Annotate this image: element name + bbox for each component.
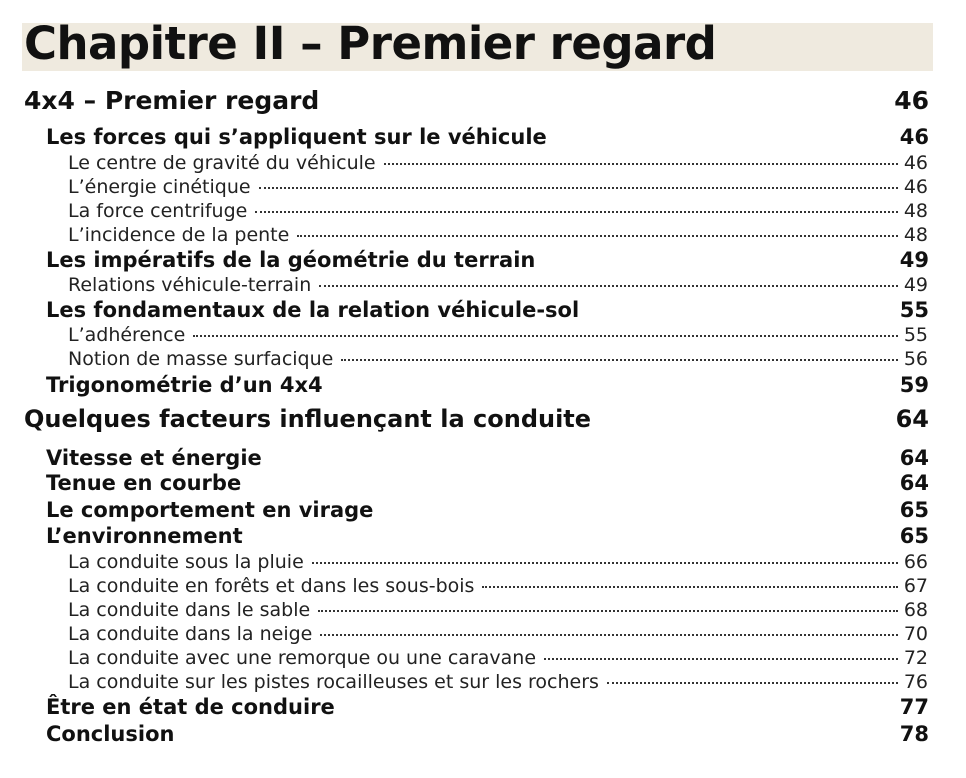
toc-subsection-fondamentaux[interactable] bbox=[46, 298, 929, 322]
toc-section-facteurs[interactable] bbox=[24, 405, 929, 433]
toc-section-4x4[interactable] bbox=[24, 86, 929, 115]
toc-page-number: 56 bbox=[903, 348, 928, 370]
toc-entry-title: Le centre de gravité du véhicule bbox=[68, 152, 376, 174]
toc-page-number: 55 bbox=[899, 298, 929, 322]
toc-page-number: 49 bbox=[899, 248, 929, 272]
toc-entry-title: L’adhérence bbox=[68, 324, 186, 346]
toc-entry-title: La conduite avec une remorque ou une caravane bbox=[68, 647, 537, 669]
toc-page-number: 78 bbox=[899, 722, 929, 746]
toc-page-number: 55 bbox=[903, 324, 928, 346]
toc-page-number: 64 bbox=[899, 471, 929, 495]
toc-item[interactable] bbox=[68, 551, 928, 573]
toc-subsection-tenue[interactable] bbox=[46, 471, 929, 495]
toc-page-number: 66 bbox=[903, 551, 928, 573]
toc-page-number: 72 bbox=[903, 647, 928, 669]
toc-item[interactable] bbox=[68, 671, 928, 693]
toc-page-number: 65 bbox=[899, 524, 929, 548]
toc-page-number: 64 bbox=[895, 405, 929, 433]
toc-entry-title: La force centrifuge bbox=[68, 200, 248, 222]
toc-page-number: 65 bbox=[899, 498, 929, 522]
toc-item[interactable] bbox=[68, 152, 928, 174]
toc-entry-title: La conduite sur les pistes rocailleuses et sur les rochers bbox=[68, 671, 599, 693]
toc-entry-title: Relations véhicule-terrain bbox=[68, 274, 312, 296]
dot-leader bbox=[312, 562, 898, 564]
toc-page-number: 49 bbox=[903, 274, 928, 296]
dot-leader bbox=[384, 163, 898, 165]
toc-entry-title: L’énergie cinétique bbox=[68, 176, 251, 198]
toc-entry-title: La conduite dans la neige bbox=[68, 623, 313, 645]
dot-leader bbox=[259, 187, 898, 189]
toc-page-number: 48 bbox=[903, 224, 928, 246]
toc-page-number: 59 bbox=[899, 373, 929, 397]
toc-page-number: 68 bbox=[903, 599, 928, 621]
toc-subsection-comportement[interactable] bbox=[46, 498, 929, 522]
toc-subsection-geometrie[interactable] bbox=[46, 248, 929, 272]
toc-subsection-conclusion[interactable] bbox=[46, 722, 929, 746]
toc-entry-title: Le comportement en virage bbox=[46, 498, 374, 522]
toc-entry-title: Tenue en courbe bbox=[46, 471, 242, 495]
toc-page-number: 77 bbox=[899, 695, 929, 719]
toc-entry-title: La conduite dans le sable bbox=[68, 599, 311, 621]
toc-entry-title: Quelques facteurs influençant la conduite bbox=[24, 405, 592, 433]
dot-leader bbox=[607, 682, 898, 684]
toc-item[interactable] bbox=[68, 224, 928, 246]
dot-leader bbox=[482, 586, 898, 588]
toc-subsection-forces[interactable] bbox=[46, 125, 929, 149]
toc-entry-title: 4x4 – Premier regard bbox=[24, 86, 320, 115]
toc-item[interactable] bbox=[68, 176, 928, 198]
toc-entry-title: L’incidence de la pente bbox=[68, 224, 290, 246]
toc-item[interactable] bbox=[68, 324, 928, 346]
toc-page-number: 70 bbox=[903, 623, 928, 645]
toc-page-number: 67 bbox=[903, 575, 928, 597]
toc-page-number: 46 bbox=[894, 86, 929, 115]
toc-entry-title: Conclusion bbox=[46, 722, 175, 746]
toc-page-number: 46 bbox=[903, 152, 928, 174]
toc-entry-title: Les fondamentaux de la relation véhicule-sol bbox=[46, 298, 580, 322]
toc-subsection-environnement[interactable] bbox=[46, 524, 929, 548]
dot-leader bbox=[544, 658, 898, 660]
toc-entry-title: La conduite sous la pluie bbox=[68, 551, 304, 573]
toc-entry-title: Être en état de conduire bbox=[46, 695, 335, 719]
toc-page-number: 48 bbox=[903, 200, 928, 222]
dot-leader bbox=[255, 211, 898, 213]
toc-entry-title: Les forces qui s’appliquent sur le véhicule bbox=[46, 125, 547, 149]
toc-page-number: 46 bbox=[899, 125, 929, 149]
toc-entry-title: L’environnement bbox=[46, 524, 243, 548]
dot-leader bbox=[320, 634, 898, 636]
toc-item[interactable] bbox=[68, 348, 928, 370]
toc-item[interactable] bbox=[68, 575, 928, 597]
toc-entry-title: Trigonométrie d’un 4x4 bbox=[46, 373, 323, 397]
toc-subsection-trigonometrie[interactable] bbox=[46, 373, 929, 397]
toc-page-number: 46 bbox=[903, 176, 928, 198]
chapter-title: Chapitre II – Premier regard bbox=[24, 17, 717, 70]
toc-item[interactable] bbox=[68, 274, 928, 296]
dot-leader bbox=[193, 335, 898, 337]
toc-subsection-vitesse[interactable] bbox=[46, 446, 929, 470]
toc-entry-title: Vitesse et énergie bbox=[46, 446, 262, 470]
toc-item[interactable] bbox=[68, 200, 928, 222]
toc-entry-title: La conduite en forêts et dans les sous-bois bbox=[68, 575, 475, 597]
toc-item[interactable] bbox=[68, 623, 928, 645]
dot-leader bbox=[319, 285, 898, 287]
toc-subsection-etat[interactable] bbox=[46, 695, 929, 719]
toc-page-number: 64 bbox=[899, 446, 929, 470]
toc-item[interactable] bbox=[68, 599, 928, 621]
toc-item[interactable] bbox=[68, 647, 928, 669]
toc-entry-title: Les impératifs de la géométrie du terrain bbox=[46, 248, 536, 272]
dot-leader bbox=[341, 359, 898, 361]
toc-entry-title: Notion de masse surfacique bbox=[68, 348, 334, 370]
dot-leader bbox=[297, 235, 898, 237]
toc-page-number: 76 bbox=[903, 671, 928, 693]
dot-leader bbox=[318, 610, 898, 612]
